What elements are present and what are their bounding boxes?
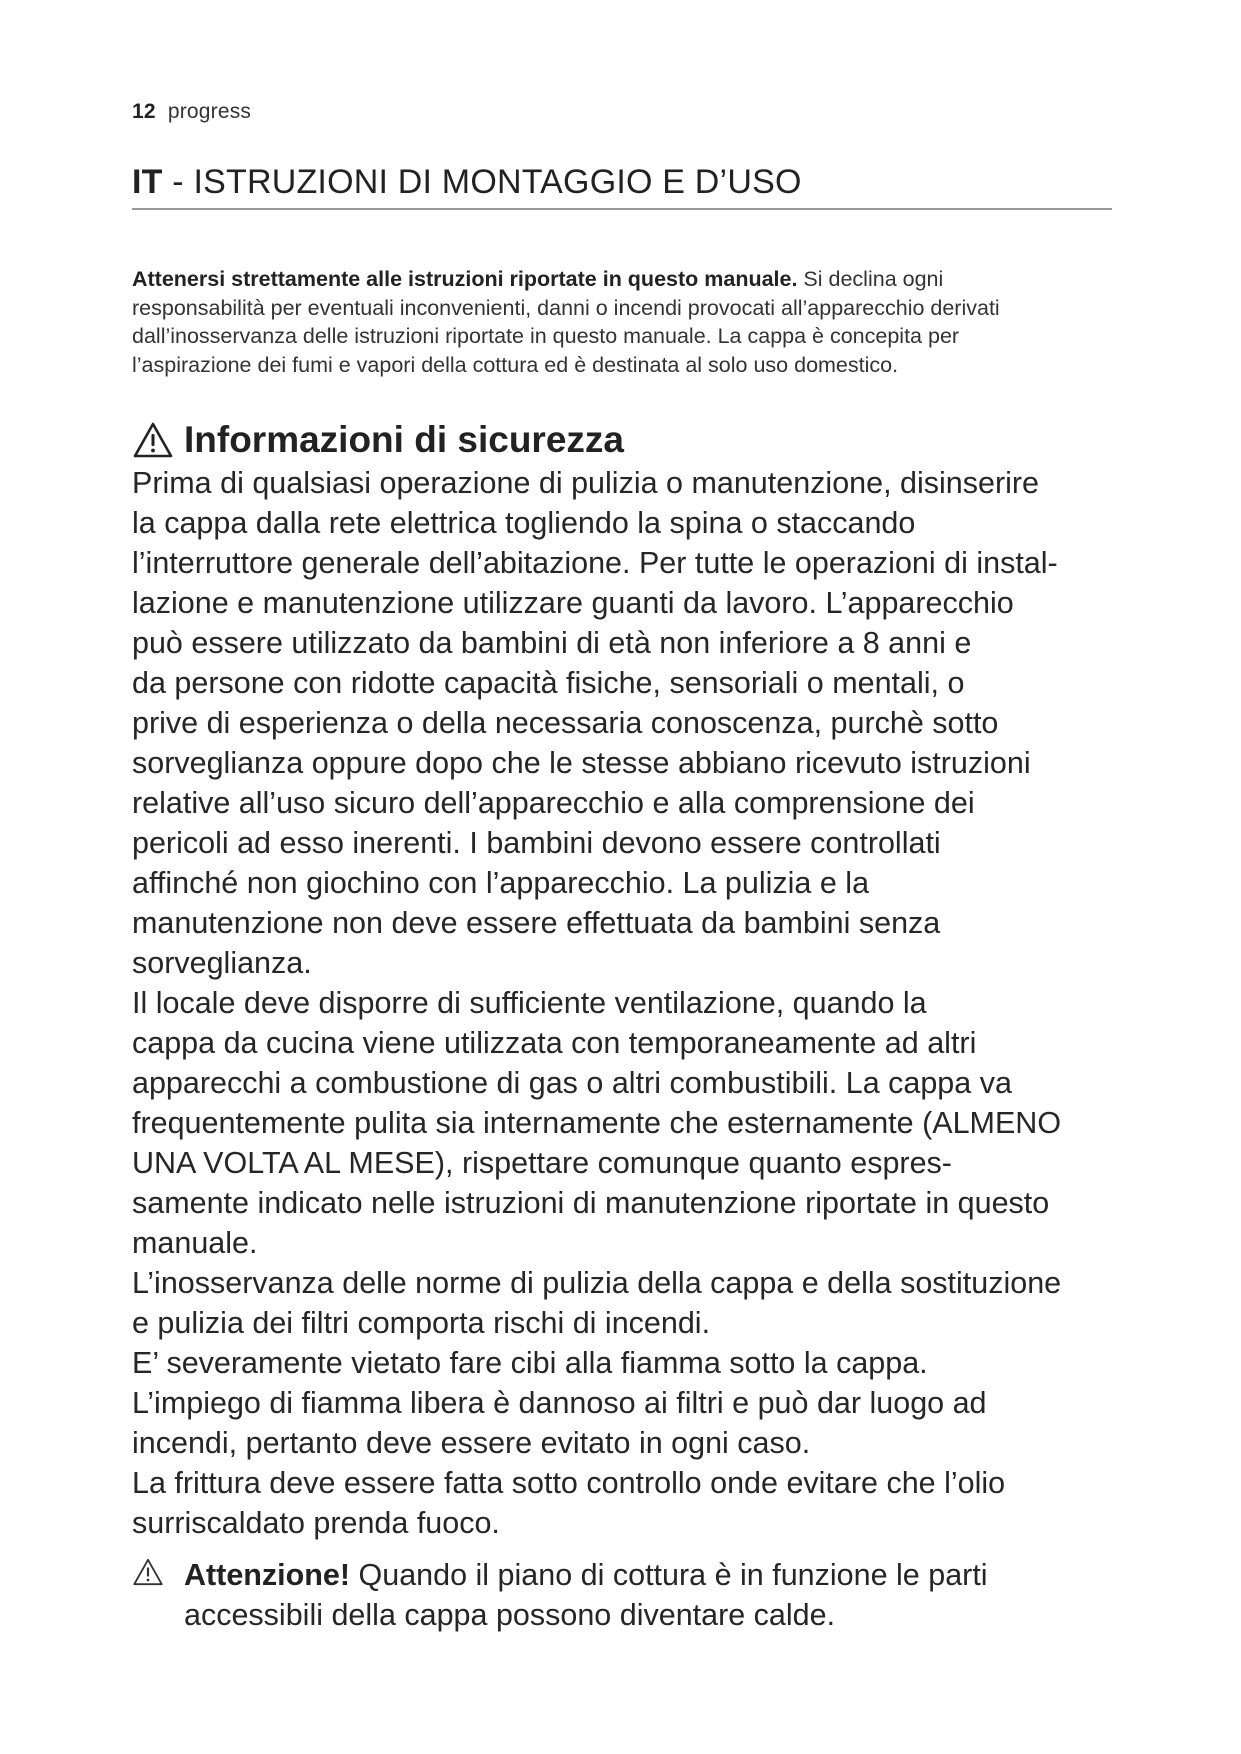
body-line: può essere utilizzato da bambini di età non inferiore a 8 anni e — [132, 626, 972, 660]
warning-triangle-icon — [132, 421, 174, 459]
body-line: L’inosservanza delle norme di pulizia della cappa e della sostituzione — [132, 1266, 1062, 1300]
page-number: 12 — [132, 100, 156, 123]
body-line: relative all’uso sicuro dell’apparecchio e alla comprensione dei — [132, 786, 975, 820]
intro-bold: Attenersi strettamente alle istruzioni riportate in questo manuale. — [132, 267, 798, 291]
body-line: La frittura deve essere fatta sotto controllo onde evitare che l’olio — [132, 1466, 1006, 1500]
attention-line: Attenzione! Quando il piano di cottura è in funzione le parti — [184, 1558, 988, 1592]
body-line: samente indicato nelle istruzioni di manutenzione riportate in questo — [132, 1186, 1050, 1220]
body-line: Il locale deve disporre di sufficiente ventilazione, quando la — [132, 986, 927, 1020]
language-code: IT — [132, 163, 163, 201]
body-line: manutenzione non deve essere effettuata da bambini senza — [132, 906, 941, 940]
brand-name: progress — [167, 100, 252, 123]
warning-triangle-icon — [132, 1557, 164, 1587]
body-line: surriscaldato prenda fuoco. — [132, 1506, 500, 1540]
body-line: affinché non giochino con l’apparecchio. La pulizia e la — [132, 866, 870, 900]
body-line: sorveglianza oppure dopo che le stesse abbiano ricevuto istruzioni — [132, 746, 1031, 780]
intro-line: responsabilità per eventuali inconvenienti, danni o incendi provocati all’apparecchio derivati — [132, 295, 1000, 320]
body-line: prive di esperienza o della necessaria conoscenza, purchè sotto — [132, 706, 999, 740]
body-line: apparecchi a combustione di gas o altri combustibili. La cappa va — [132, 1066, 1012, 1100]
body-line: sorveglianza. — [132, 946, 312, 980]
body-line: UNA VOLTA AL MESE), rispettare comunque quanto espres- — [132, 1146, 952, 1180]
body-line: pericoli ad esso inerenti. I bambini devono essere controllati — [132, 826, 941, 860]
attention-label: Attenzione! — [184, 1558, 351, 1592]
attention-note — [132, 1555, 1132, 1635]
body-line: cappa da cucina viene utilizzata con temporaneamente ad altri — [132, 1026, 977, 1060]
page-title — [132, 162, 1112, 202]
body-line: manuale. — [132, 1226, 258, 1260]
page-header — [132, 100, 251, 124]
title-separator: - — [162, 163, 194, 201]
body-line: e pulizia dei filtri comporta rischi di incendi. — [132, 1306, 711, 1340]
intro-line: dall’inosservanza delle istruzioni riportate in questo manuale. La cappa è concepita per — [132, 324, 960, 348]
safety-heading: Informazioni di sicurezza — [184, 419, 624, 460]
body-line: E’ severamente vietato fare cibi alla fiamma sotto la cappa. — [132, 1346, 928, 1380]
safety-body — [132, 463, 1132, 1543]
body-line: Prima di qualsiasi operazione di pulizia o manutenzione, disinserire — [132, 466, 1040, 500]
body-line: da persone con ridotte capacità fisiche, sensoriali o mentali, o — [132, 666, 965, 700]
title-block — [132, 162, 1112, 210]
body-line: l’interruttore generale dell’abitazione. Per tutte le operazioni di instal- — [132, 546, 1058, 580]
body-line: L’impiego di fiamma libera è dannoso ai filtri e può dar luogo ad — [132, 1386, 987, 1420]
attention-line: accessibili della cappa possono diventare calde. — [184, 1598, 836, 1632]
title-text: ISTRUZIONI DI MONTAGGIO E D’USO — [193, 163, 802, 201]
body-line: frequentemente pulita sia internamente che esternamente (ALMENO — [132, 1106, 1062, 1140]
intro-line: Attenersi strettamente alle istruzioni riportate in questo manuale. Si declina ogni — [132, 267, 944, 291]
body-line: la cappa dalla rete elettrica togliendo la spina o staccando — [132, 506, 916, 540]
body-line: incendi, pertanto deve essere evitato in ogni caso. — [132, 1426, 811, 1460]
body-line: lazione e manutenzione utilizzare guanti da lavoro. L’apparecchio — [132, 586, 1014, 620]
safety-section-title — [132, 418, 624, 462]
intro-line: l’aspirazione dei fumi e vapori della cottura ed è destinata al solo uso domestico. — [132, 352, 899, 377]
intro-paragraph — [132, 265, 1122, 379]
